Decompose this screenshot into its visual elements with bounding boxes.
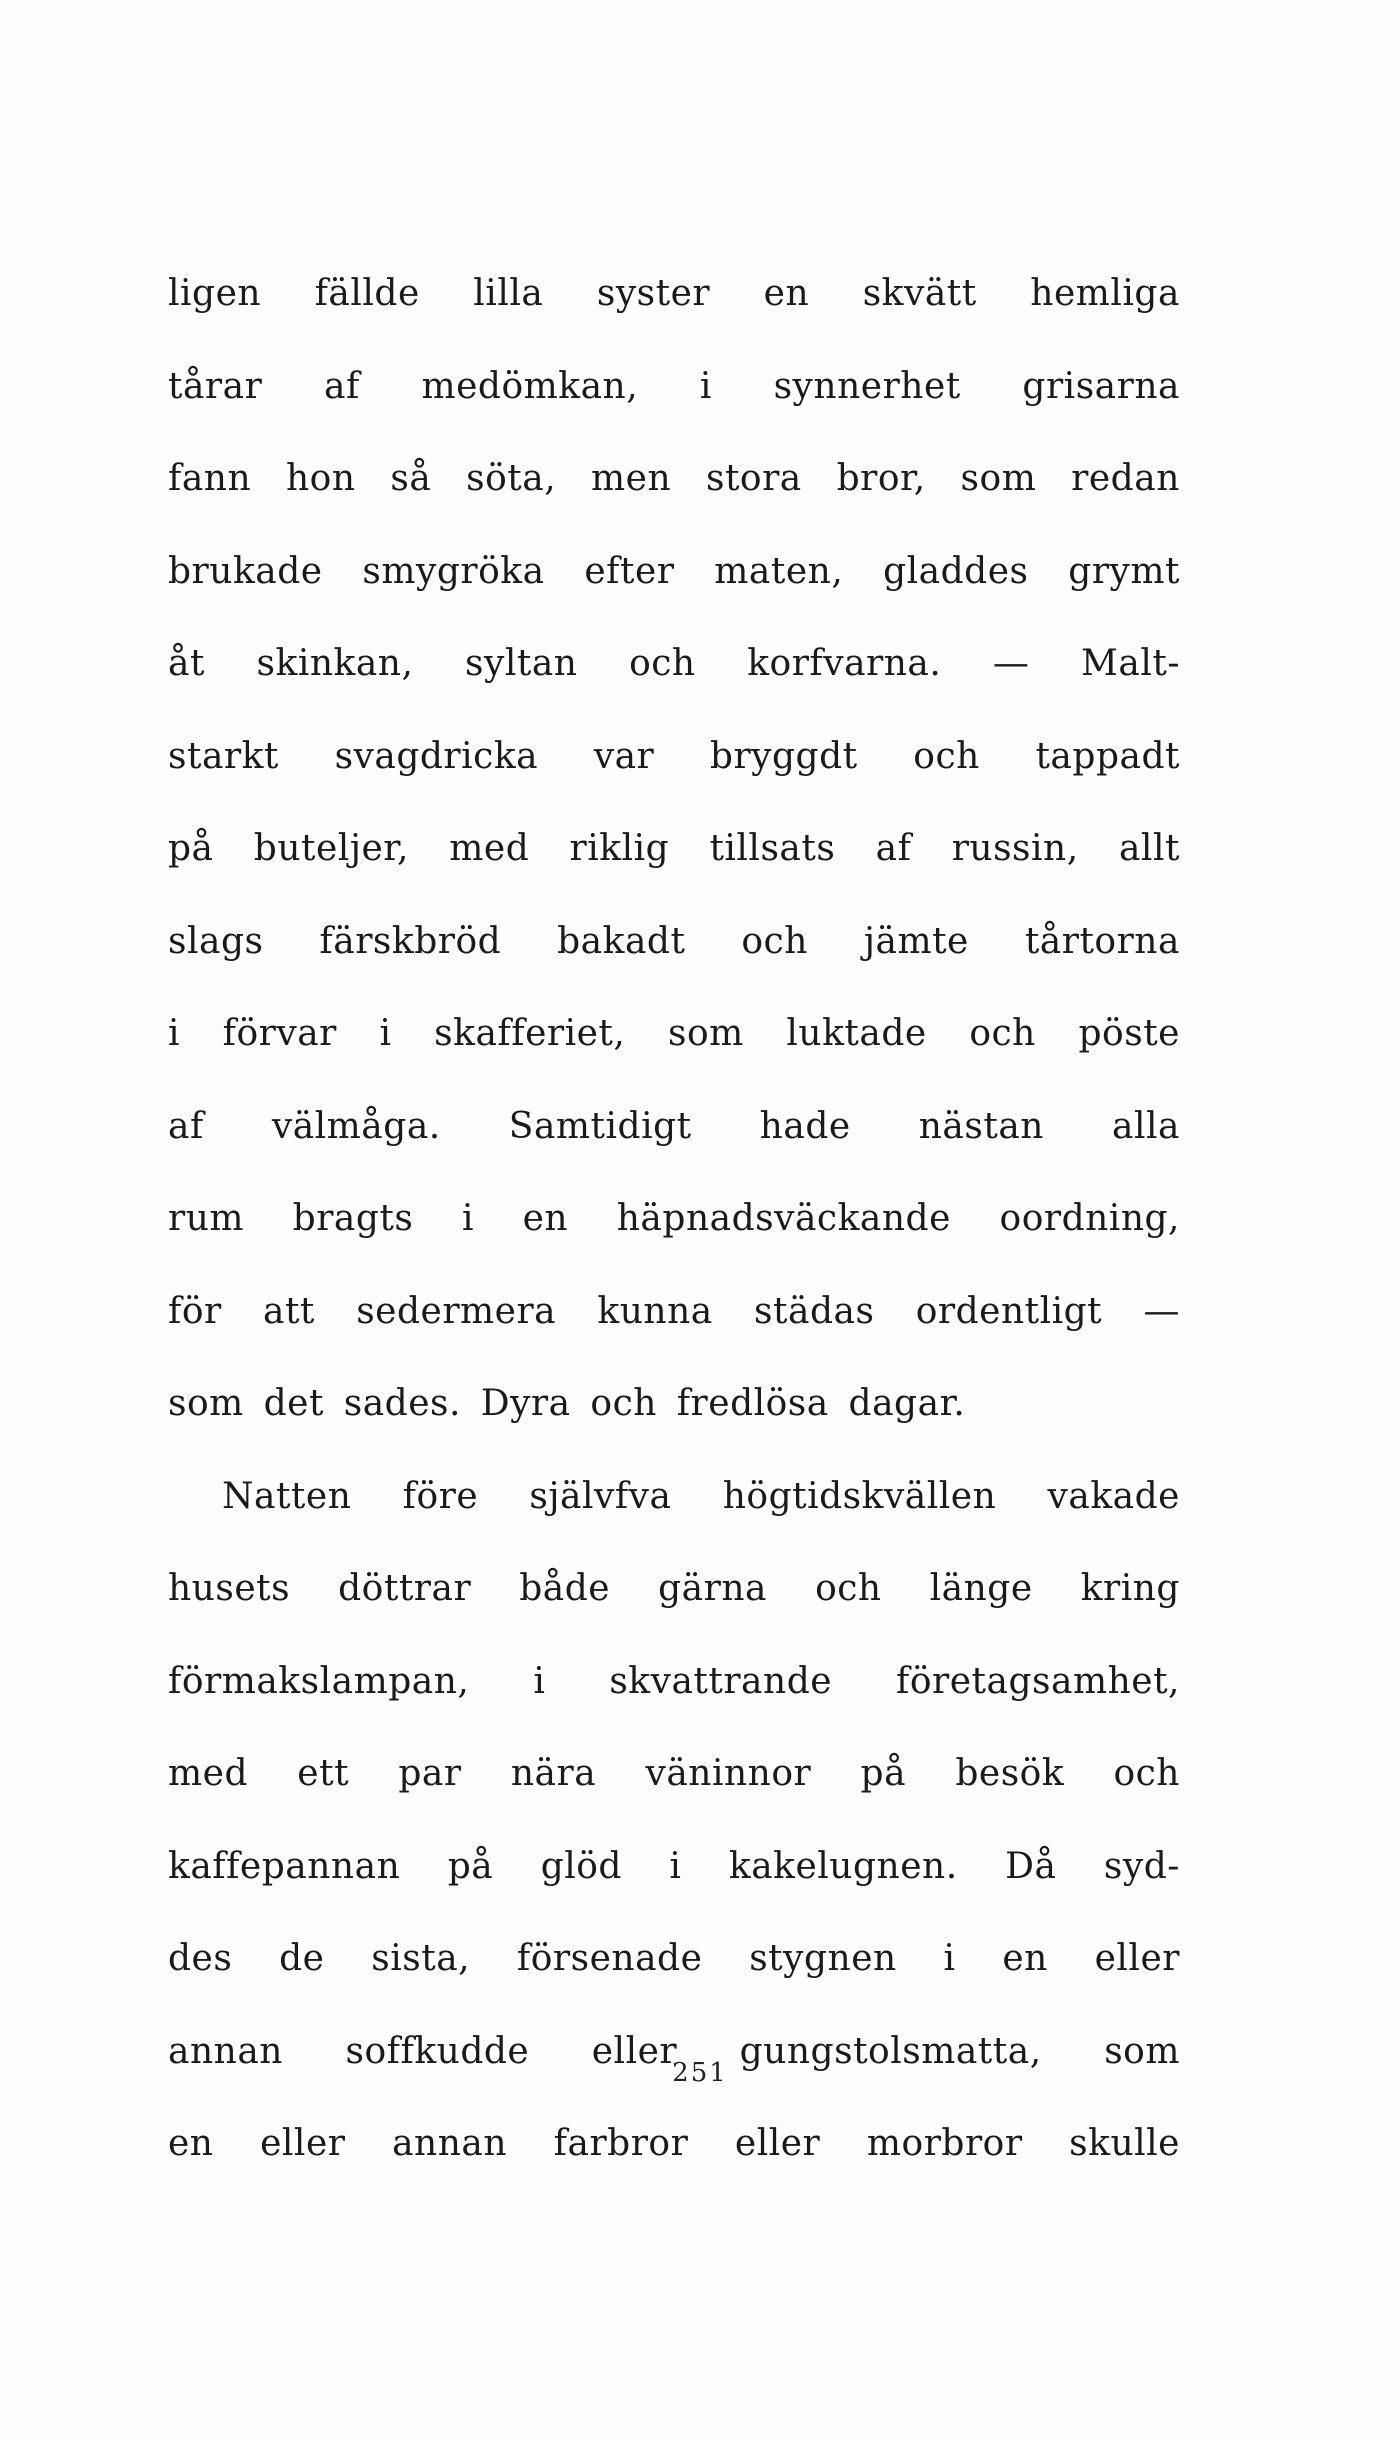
word: väninnor <box>645 1753 812 1794</box>
word: jämte <box>863 920 969 962</box>
text-line <box>168 1543 1180 1636</box>
word: allt <box>1118 828 1180 869</box>
text-line <box>168 1266 1180 1359</box>
word: att <box>263 1290 315 1332</box>
word: gladdes <box>883 550 1029 592</box>
word: annan <box>168 2030 283 2072</box>
word: med <box>449 828 530 869</box>
word: luktade <box>786 1013 927 1054</box>
word: döttrar <box>338 1568 472 1609</box>
word: syltan <box>465 643 578 684</box>
word: som <box>960 458 1037 499</box>
word: en <box>763 273 810 314</box>
word: vakade <box>1047 1475 1180 1517</box>
word: skulle <box>1069 2123 1180 2164</box>
word: i <box>461 1198 474 1239</box>
word: eller <box>260 2123 346 2164</box>
word: Då <box>1005 1845 1057 1887</box>
text-line <box>168 1358 1180 1451</box>
text-line <box>168 896 1180 989</box>
word: förmakslampan, <box>168 1660 470 1702</box>
word: skafferiet, <box>434 1013 626 1054</box>
word: länge <box>929 1568 1033 1609</box>
word: starkt <box>168 735 279 777</box>
word: i <box>943 1938 956 1979</box>
word: de <box>279 1938 325 1979</box>
word: på <box>447 1845 494 1887</box>
word: och <box>629 643 696 684</box>
word: morbror <box>866 2123 1023 2164</box>
word: kunna <box>597 1290 713 1332</box>
word: — <box>992 643 1030 684</box>
word: välmåga. <box>271 1105 441 1147</box>
word: ligen <box>168 273 262 314</box>
word: tårtorna <box>1024 920 1180 962</box>
word: och <box>741 920 808 962</box>
word: och <box>815 1568 882 1609</box>
word: en <box>522 1198 569 1239</box>
word: russin, <box>951 828 1079 869</box>
word: ett <box>297 1753 350 1794</box>
word: åt <box>168 643 205 684</box>
word: en <box>168 2123 214 2164</box>
word: bakadt <box>557 920 686 962</box>
word: riklig <box>569 828 670 869</box>
word: i <box>669 1845 682 1887</box>
word: fredlösa <box>676 1383 829 1424</box>
word: företagsamhet, <box>896 1660 1180 1702</box>
word: brukade <box>168 550 323 592</box>
word: högtidskvällen <box>722 1475 997 1517</box>
word: svagdricka <box>334 735 539 777</box>
word: par <box>398 1753 462 1794</box>
text-line <box>168 988 1180 1081</box>
word: så <box>390 458 432 499</box>
text-line <box>168 526 1180 619</box>
word: rum <box>168 1198 245 1239</box>
word: kring <box>1080 1568 1180 1609</box>
word: sades. <box>343 1383 461 1424</box>
word: eller <box>591 2030 678 2072</box>
word: af <box>168 1105 204 1147</box>
text-line <box>168 1636 1180 1729</box>
word: hon <box>286 458 356 499</box>
word: stora <box>705 458 802 499</box>
word: synnerhet <box>773 365 961 407</box>
word: maten, <box>714 550 844 592</box>
text-line <box>168 1451 1180 1544</box>
word: buteljer, <box>253 828 409 869</box>
word: redan <box>1071 458 1180 499</box>
word: och <box>969 1013 1036 1054</box>
word: farbror <box>553 2123 689 2164</box>
word: skvattrande <box>609 1660 833 1702</box>
word: före <box>402 1475 479 1517</box>
word: hemliga <box>1030 273 1180 314</box>
word: bror, <box>836 458 926 499</box>
word: eller <box>734 2123 821 2164</box>
word: både <box>519 1568 611 1609</box>
word: des <box>168 1938 233 1979</box>
word: och <box>590 1383 657 1424</box>
word: kaffepannan <box>168 1845 401 1887</box>
word: besök <box>955 1753 1065 1794</box>
text-line <box>168 803 1180 896</box>
word: skvätt <box>862 273 977 314</box>
word: nära <box>510 1753 597 1794</box>
word: med <box>168 1753 248 1794</box>
word: på <box>860 1753 907 1794</box>
word: det <box>263 1383 324 1424</box>
word: grisarna <box>1022 365 1180 407</box>
word: tappadt <box>1035 735 1180 777</box>
word: husets <box>168 1568 291 1609</box>
word: — <box>1143 1290 1180 1332</box>
word: soffkudde <box>345 2030 530 2072</box>
text-line <box>168 248 1180 341</box>
word: sedermera <box>356 1290 557 1332</box>
word: i <box>168 1013 181 1054</box>
word: i <box>379 1013 392 1054</box>
word: glöd <box>540 1845 622 1887</box>
word: färskbröd <box>319 920 502 962</box>
body-text <box>168 248 1180 2191</box>
word: medömkan, <box>421 365 639 407</box>
word: dagar. <box>848 1383 966 1424</box>
word: syster <box>596 273 711 314</box>
word: försenade <box>516 1938 703 1979</box>
word: lilla <box>473 273 544 314</box>
word: i <box>533 1660 546 1702</box>
text-line <box>168 618 1180 711</box>
word: oordning, <box>999 1198 1180 1239</box>
word: gungstolsmatta, <box>739 2030 1042 2072</box>
text-line <box>168 1913 1180 2006</box>
word: bragts <box>292 1198 414 1239</box>
word: på <box>168 828 214 869</box>
word: som <box>168 1383 244 1424</box>
word: och <box>1113 1753 1180 1794</box>
word: gärna <box>658 1568 768 1609</box>
word: syd- <box>1103 1845 1180 1887</box>
word: grymt <box>1068 550 1180 592</box>
word: söta, <box>466 458 557 499</box>
word: bryggdt <box>709 735 858 777</box>
word: tårar <box>168 365 263 407</box>
word: men <box>591 458 672 499</box>
word: en <box>1002 1938 1048 1979</box>
word: kakelugnen. <box>728 1845 958 1887</box>
word: slags <box>168 920 264 962</box>
text-line <box>168 433 1180 526</box>
word: stygnen <box>749 1938 897 1979</box>
word: hade <box>759 1105 851 1147</box>
word: eller <box>1094 1938 1180 1979</box>
word: var <box>593 735 655 777</box>
word: efter <box>584 550 675 592</box>
word: skinkan, <box>256 643 414 684</box>
word: Dyra <box>480 1383 571 1424</box>
text-line <box>168 1173 1180 1266</box>
word: förvar <box>222 1013 337 1054</box>
word: häpnadsväckande <box>616 1198 951 1239</box>
word: alla <box>1112 1105 1180 1147</box>
word: för <box>168 1290 222 1332</box>
text-line <box>168 1821 1180 1914</box>
text-line <box>168 711 1180 804</box>
text-line <box>168 2098 1180 2191</box>
word: i <box>699 365 712 407</box>
word: nästan <box>918 1105 1044 1147</box>
text-line <box>168 341 1180 434</box>
word: som <box>1104 2030 1180 2072</box>
word: af <box>875 828 912 869</box>
text-line <box>168 1081 1180 1174</box>
word: af <box>324 365 360 407</box>
word: pöste <box>1078 1013 1180 1054</box>
word: som <box>667 1013 744 1054</box>
page-number: 251 <box>672 2058 728 2088</box>
word: självfva <box>529 1475 672 1517</box>
word: Natten <box>222 1475 352 1517</box>
word: fann <box>168 458 252 499</box>
word: fällde <box>314 273 420 314</box>
word: och <box>913 735 980 777</box>
word: Malt- <box>1081 643 1180 684</box>
word: korfvarna. <box>747 643 942 684</box>
word: smygröka <box>362 550 545 592</box>
word: tillsats <box>709 828 836 869</box>
word: annan <box>392 2123 508 2164</box>
word: Samtidigt <box>508 1105 692 1147</box>
word: sista, <box>371 1938 471 1979</box>
text-line <box>168 1728 1180 1821</box>
word: ordentligt <box>915 1290 1103 1332</box>
word: städas <box>754 1290 875 1332</box>
